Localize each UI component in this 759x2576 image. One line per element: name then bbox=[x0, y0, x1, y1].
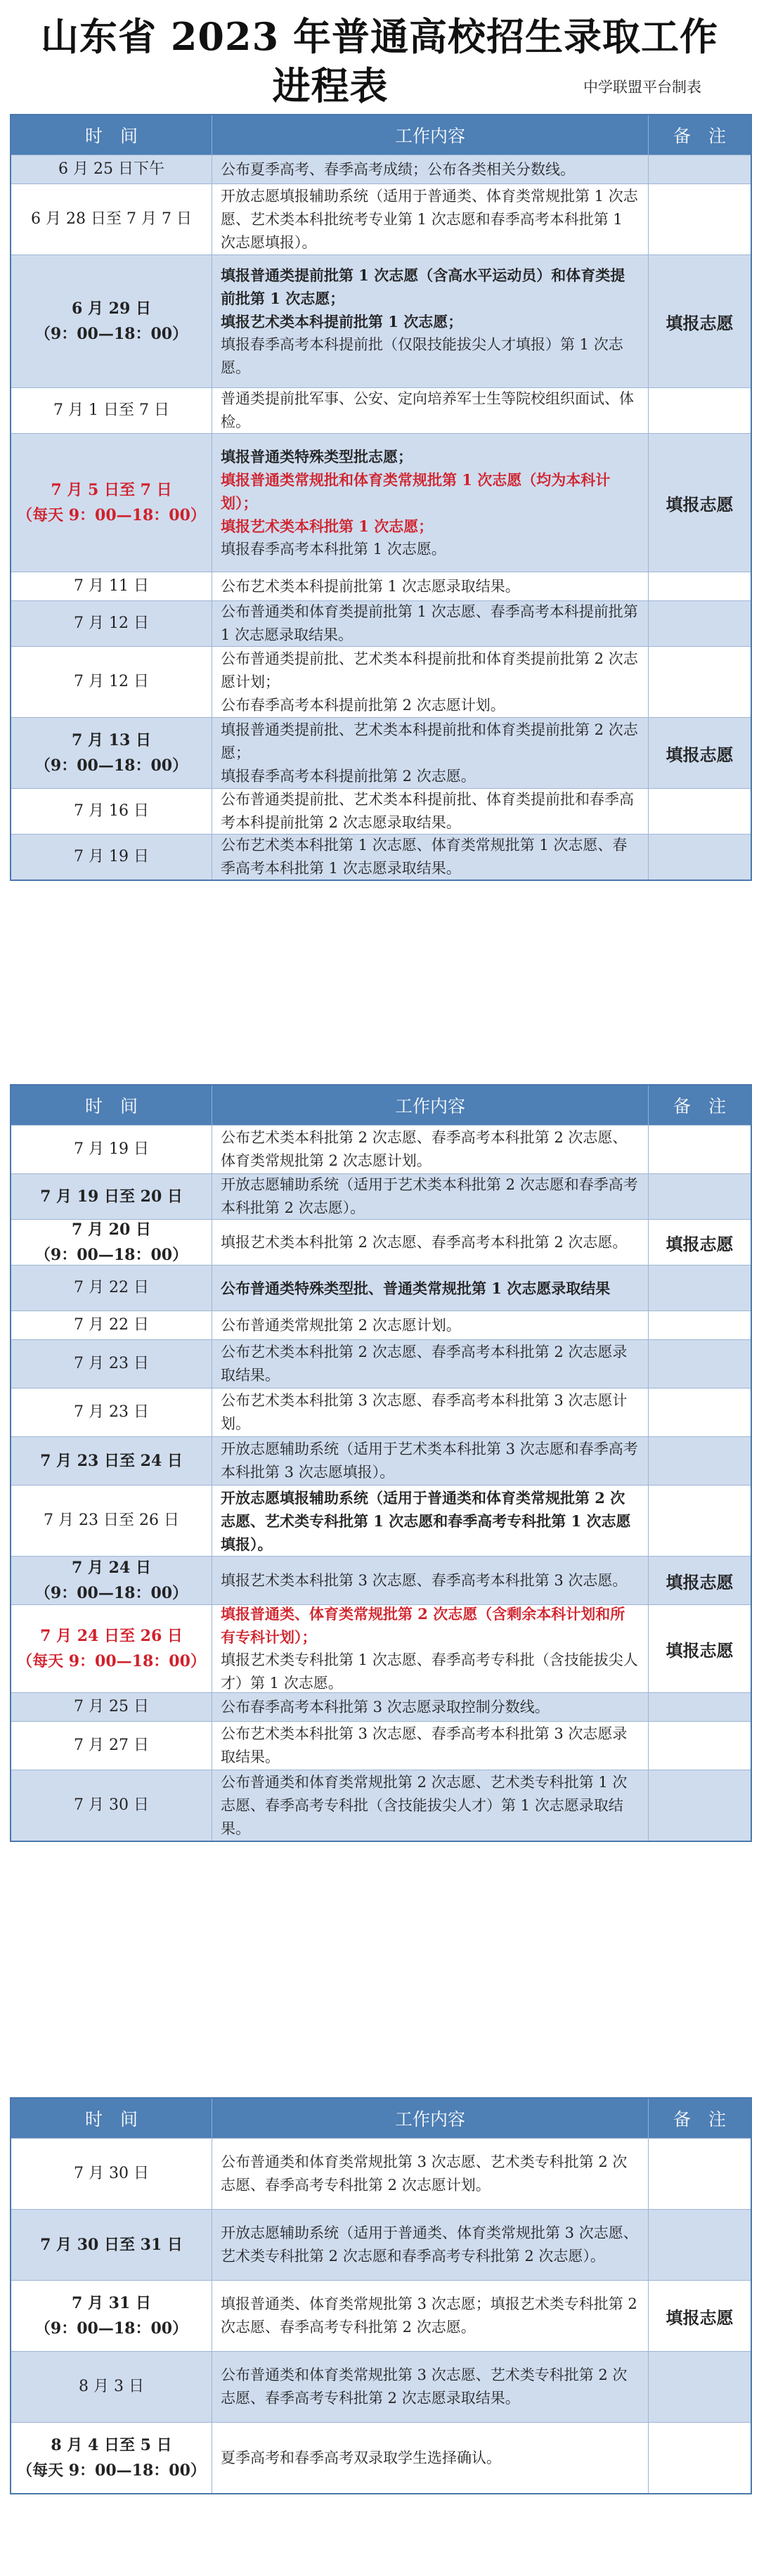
table-row bbox=[11, 183, 751, 255]
content-text: 填报艺术类本科批第 1 次志愿； bbox=[221, 517, 434, 535]
content-text: 公布普通类常规批第 2 次志愿计划。 bbox=[221, 1316, 461, 1334]
time-cell bbox=[11, 184, 212, 255]
note-cell bbox=[649, 1693, 751, 1721]
note-cell bbox=[649, 1437, 751, 1485]
time-text: （9：00—18：00） bbox=[34, 1584, 188, 1602]
time-cell bbox=[11, 1126, 212, 1173]
time-text: 7 月 19 日 bbox=[74, 848, 149, 865]
time-cell bbox=[11, 835, 212, 880]
note-cell bbox=[649, 572, 751, 600]
table-row bbox=[11, 717, 751, 788]
content-cell bbox=[212, 155, 649, 183]
content-cell bbox=[212, 1437, 649, 1485]
content-text: 开放志愿填报辅助系统（适用于普通类、体育类常规批第 1 次志愿、艺术类本科批统考专业第 1 次志愿和春季高考本科批第 1 次志愿填报）。 bbox=[221, 187, 638, 251]
table-row bbox=[11, 1604, 751, 1692]
time-cell bbox=[11, 2423, 212, 2493]
note-cell bbox=[649, 1486, 751, 1556]
table-row bbox=[11, 1339, 751, 1388]
note-cell bbox=[649, 601, 751, 646]
time-text: （每天 9：00—18：00） bbox=[17, 1652, 206, 1670]
time-text: 7 月 24 日 bbox=[72, 1559, 151, 1577]
time-cell bbox=[11, 718, 212, 788]
table-row bbox=[11, 1770, 751, 1841]
content-text: 公布普通类提前批、艺术类本科提前批、体育类提前批和春季高考本科提前批第 2 次志愿录取结果。 bbox=[221, 791, 634, 831]
page-title-line1: 山东省 2023 年普通高校招生录取工作 bbox=[41, 14, 718, 59]
table-row bbox=[11, 646, 751, 717]
time-cell bbox=[11, 1340, 212, 1388]
time-text: （每天 9：00—18：00） bbox=[17, 506, 206, 524]
time-text: 7 月 31 日 bbox=[72, 2294, 151, 2312]
note-cell bbox=[649, 1770, 751, 1841]
time-cell bbox=[11, 1220, 212, 1265]
content-text: 公布普通类和体育类常规批第 3 次志愿、艺术类专科批第 2 次志愿、春季高考专科批第 2 次志愿录取结果。 bbox=[221, 2366, 628, 2407]
table-header bbox=[11, 1086, 751, 1125]
note-cell: 填报志愿 bbox=[666, 494, 734, 515]
schedule-table-3 bbox=[10, 2097, 752, 2494]
note-cell bbox=[649, 1266, 751, 1310]
content-cell bbox=[212, 1126, 649, 1173]
content-text: 公布艺术类本科批第 2 次志愿、春季高考本科批第 2 次志愿、体育类常规批第 2 次志愿计划。 bbox=[221, 1129, 628, 1169]
note-cell bbox=[649, 1389, 751, 1436]
content-text: 填报艺术类专科批第 1 次志愿、春季高考专科批（含技能拔尖人才）第 1 次志愿。 bbox=[221, 1651, 638, 1692]
content-cell bbox=[212, 789, 649, 834]
header-note: 备 注 bbox=[673, 126, 726, 146]
content-cell bbox=[212, 1770, 649, 1841]
time-text: 7 月 16 日 bbox=[74, 802, 149, 820]
content-cell bbox=[212, 1486, 649, 1556]
table-row bbox=[11, 788, 751, 834]
content-text: 公布普通类和体育类常规批第 3 次志愿、艺术类专科批第 2 次志愿、春季高考专科批第 2 次志愿计划。 bbox=[221, 2153, 628, 2194]
content-text: 公布艺术类本科批第 3 次志愿、春季高考本科批第 3 次志愿录取结果。 bbox=[221, 1725, 628, 1765]
content-cell bbox=[212, 1266, 649, 1310]
content-text: 填报春季高考本科提前批第 2 次志愿。 bbox=[221, 767, 476, 785]
time-cell bbox=[11, 255, 212, 387]
time-cell bbox=[11, 601, 212, 646]
content-text: 夏季高考和春季高考双录取学生选择确认。 bbox=[221, 2449, 501, 2466]
content-text: 公布春季高考本科提前批第 2 次志愿计划。 bbox=[221, 696, 505, 714]
time-text: （9：00—18：00） bbox=[34, 756, 188, 775]
page-title-line2: 进程表 bbox=[272, 63, 389, 108]
content-cell bbox=[212, 2281, 649, 2351]
content-text: 公布普通类和体育类常规批第 2 次志愿、艺术类专科批第 1 次志愿、春季高考专科批（含技能拔尖人才）第 1 次志愿录取结果。 bbox=[221, 1773, 628, 1837]
content-text: 公布艺术类本科批第 1 次志愿、体育类常规批第 1 次志愿、春季高考本科批第 1 次志愿录取结果。 bbox=[221, 837, 628, 877]
content-cell bbox=[212, 1693, 649, 1721]
content-text: 填报普通类常规批和体育类常规批第 1 次志愿（均为本科计划）； bbox=[221, 470, 611, 512]
note-cell: 填报志愿 bbox=[666, 744, 734, 765]
header-content: 工作内容 bbox=[212, 1086, 649, 1125]
table-row bbox=[11, 1265, 751, 1310]
time-cell bbox=[11, 434, 212, 572]
note-cell bbox=[649, 155, 751, 183]
time-text: 7 月 24 日至 26 日 bbox=[40, 1627, 183, 1645]
table-row bbox=[11, 1485, 751, 1556]
table-row bbox=[11, 1173, 751, 1219]
content-cell bbox=[212, 2210, 649, 2280]
time-text: 7 月 11 日 bbox=[74, 577, 149, 595]
content-cell bbox=[212, 2423, 649, 2493]
note-cell: 填报志愿 bbox=[666, 1571, 734, 1592]
time-cell bbox=[11, 1770, 212, 1841]
note-cell: 填报志愿 bbox=[666, 312, 734, 333]
note-cell bbox=[649, 835, 751, 880]
content-text: 开放志愿填报辅助系统（适用于普通类和体育类常规批第 2 次志愿、艺术类专科批第 1 次志愿和春季高考专科批第 1 次志愿填报）。 bbox=[221, 1488, 631, 1553]
content-cell bbox=[212, 434, 649, 572]
schedule-table-2 bbox=[10, 1084, 752, 1842]
time-text: 7 月 5 日至 7 日 bbox=[51, 481, 172, 499]
time-cell bbox=[11, 2210, 212, 2280]
content-cell bbox=[212, 1340, 649, 1388]
time-cell bbox=[11, 1722, 212, 1770]
note-cell bbox=[649, 1174, 751, 1219]
time-text: （9：00—18：00） bbox=[34, 2319, 188, 2338]
header-note: 备 注 bbox=[673, 1096, 726, 1116]
time-cell bbox=[11, 789, 212, 834]
note-cell bbox=[649, 1722, 751, 1770]
time-cell bbox=[11, 2139, 212, 2209]
time-text: 7 月 23 日 bbox=[74, 1355, 149, 1372]
time-cell bbox=[11, 1389, 212, 1436]
content-cell bbox=[212, 1389, 649, 1436]
table-row bbox=[11, 2138, 751, 2209]
table-row bbox=[11, 1219, 751, 1265]
header-content: 工作内容 bbox=[212, 2099, 649, 2138]
content-text: 公布普通类提前批、艺术类本科提前批和体育类提前批第 2 次志愿计划； bbox=[221, 650, 638, 690]
content-text: 填报艺术类本科批第 3 次志愿、春季高考本科批第 3 次志愿。 bbox=[221, 1571, 628, 1589]
content-cell bbox=[212, 2352, 649, 2422]
content-text: 普通类提前批军事、公安、定向培养军士生等院校组织面试、体检。 bbox=[221, 390, 634, 430]
table-row bbox=[11, 2209, 751, 2280]
content-cell bbox=[212, 1722, 649, 1770]
credit-text: 中学联盟平台制表 bbox=[583, 79, 701, 96]
content-text: 填报春季高考本科提前批（仅限技能拔尖人才填报）第 1 次志愿。 bbox=[221, 335, 623, 376]
content-cell bbox=[212, 601, 649, 646]
note-cell: 填报志愿 bbox=[666, 1233, 734, 1254]
time-cell bbox=[11, 1266, 212, 1310]
content-cell bbox=[212, 255, 649, 387]
header-time: 时 间 bbox=[84, 1096, 138, 1116]
content-text: 填报艺术类本科批第 2 次志愿、春季高考本科批第 2 次志愿。 bbox=[221, 1233, 628, 1251]
note-cell bbox=[649, 388, 751, 433]
table-row bbox=[11, 1556, 751, 1604]
content-text: 公布春季高考本科批第 3 次志愿录取控制分数线。 bbox=[221, 1698, 550, 1715]
content-text: 公布艺术类本科批第 2 次志愿、春季高考本科批第 2 次志愿录取结果。 bbox=[221, 1344, 628, 1384]
time-text: 7 月 30 日至 31 日 bbox=[40, 2236, 183, 2254]
time-text: 7 月 25 日 bbox=[74, 1698, 149, 1715]
content-cell bbox=[212, 1174, 649, 1219]
note-cell bbox=[649, 789, 751, 834]
time-text: 7 月 30 日 bbox=[74, 2165, 149, 2182]
time-text: 6 月 29 日 bbox=[72, 300, 151, 318]
time-text: （每天 9：00—18：00） bbox=[17, 2461, 206, 2480]
content-text: 开放志愿辅助系统（适用于艺术类本科批第 3 次志愿和春季高考本科批第 3 次志愿填报）。 bbox=[221, 1441, 638, 1481]
content-cell bbox=[212, 647, 649, 717]
time-cell bbox=[11, 1693, 212, 1721]
time-text: （9：00—18：00） bbox=[34, 325, 188, 343]
content-text: 开放志愿辅助系统（适用于普通类、体育类常规批第 3 次志愿、艺术类专科批第 2 次志愿和春季高考专科批第 2 次志愿）。 bbox=[221, 2224, 638, 2265]
time-cell bbox=[11, 572, 212, 600]
table-row bbox=[11, 600, 751, 646]
note-cell bbox=[649, 2423, 751, 2493]
content-text: 填报春季高考本科批第 1 次志愿。 bbox=[221, 540, 446, 558]
time-text: 7 月 13 日 bbox=[72, 731, 151, 749]
note-cell bbox=[649, 2210, 751, 2280]
table-row bbox=[11, 433, 751, 572]
time-text: 7 月 1 日至 7 日 bbox=[53, 401, 169, 419]
time-cell bbox=[11, 2352, 212, 2422]
time-cell bbox=[11, 1557, 212, 1604]
time-text: 8 月 4 日至 5 日 bbox=[51, 2436, 172, 2454]
content-cell bbox=[212, 1220, 649, 1265]
table-row bbox=[11, 1692, 751, 1721]
time-cell bbox=[11, 1174, 212, 1219]
content-cell bbox=[212, 1311, 649, 1339]
note-cell bbox=[649, 184, 751, 255]
time-cell bbox=[11, 647, 212, 717]
time-cell bbox=[11, 2281, 212, 2351]
table-row bbox=[11, 2422, 751, 2493]
table-row bbox=[11, 1125, 751, 1173]
table-row bbox=[11, 834, 751, 880]
table-row bbox=[11, 155, 751, 183]
table-header bbox=[11, 2099, 751, 2138]
table-row bbox=[11, 1721, 751, 1770]
time-cell bbox=[11, 388, 212, 433]
time-text: 7 月 19 日至 20 日 bbox=[40, 1187, 183, 1206]
time-text: 6 月 25 日下午 bbox=[58, 160, 164, 178]
time-text: 7 月 22 日 bbox=[74, 1279, 149, 1296]
time-text: 7 月 20 日 bbox=[72, 1221, 151, 1239]
content-cell bbox=[212, 718, 649, 788]
table-row bbox=[11, 2280, 751, 2351]
note-cell bbox=[649, 1126, 751, 1173]
time-text: 7 月 23 日至 24 日 bbox=[40, 1452, 183, 1470]
time-text: 7 月 12 日 bbox=[74, 673, 149, 690]
content-cell bbox=[212, 388, 649, 433]
content-text: 公布艺术类本科批第 3 次志愿、春季高考本科批第 3 次志愿计划。 bbox=[221, 1392, 628, 1432]
content-text: 填报艺术类本科提前批第 1 次志愿； bbox=[221, 312, 463, 330]
note-cell bbox=[649, 2352, 751, 2422]
content-cell bbox=[212, 1557, 649, 1604]
note-cell bbox=[649, 1311, 751, 1339]
header-time: 时 间 bbox=[84, 2109, 138, 2130]
note-cell bbox=[649, 647, 751, 717]
content-cell bbox=[212, 2139, 649, 2209]
content-text: 填报普通类提前批第 1 次志愿（含高水平运动员）和体育类提前批第 1 次志愿； bbox=[221, 266, 625, 307]
table-header bbox=[11, 115, 751, 155]
note-cell: 填报志愿 bbox=[666, 1640, 734, 1661]
time-text: 7 月 30 日 bbox=[74, 1796, 149, 1814]
time-cell bbox=[11, 1437, 212, 1485]
content-cell bbox=[212, 572, 649, 600]
time-text: 7 月 22 日 bbox=[74, 1316, 149, 1334]
time-cell bbox=[11, 1605, 212, 1692]
content-text: 公布普通类和体育类提前批第 1 次志愿、春季高考本科提前批第 1 次志愿录取结果。 bbox=[221, 603, 638, 643]
note-cell bbox=[649, 1340, 751, 1388]
header-content: 工作内容 bbox=[212, 115, 649, 155]
table-row bbox=[11, 1388, 751, 1436]
time-text: 8 月 3 日 bbox=[79, 2378, 144, 2395]
table-row bbox=[11, 255, 751, 387]
note-cell bbox=[649, 2139, 751, 2209]
time-text: 6 月 28 日至 7 月 7 日 bbox=[31, 210, 192, 228]
schedule-table-1 bbox=[10, 114, 752, 881]
table-row bbox=[11, 1310, 751, 1339]
table-row bbox=[11, 387, 751, 433]
time-cell bbox=[11, 155, 212, 183]
time-cell bbox=[11, 1486, 212, 1556]
time-text: （9：00—18：00） bbox=[34, 1246, 188, 1264]
time-cell bbox=[11, 1311, 212, 1339]
content-cell bbox=[212, 835, 649, 880]
content-cell bbox=[212, 184, 649, 255]
table-row bbox=[11, 2351, 751, 2422]
header-note: 备 注 bbox=[673, 2109, 726, 2130]
content-text: 公布普通类特殊类型批、普通类常规批第 1 次志愿录取结果 bbox=[221, 1279, 611, 1297]
content-text: 开放志愿辅助系统（适用于艺术类本科批第 2 次志愿和春季高考本科批第 2 次志愿）。 bbox=[221, 1176, 638, 1216]
time-text: 7 月 23 日 bbox=[74, 1403, 149, 1421]
note-cell: 填报志愿 bbox=[666, 2307, 734, 2328]
content-cell bbox=[212, 1605, 649, 1692]
time-text: 7 月 23 日至 26 日 bbox=[44, 1512, 179, 1529]
table-row bbox=[11, 1436, 751, 1485]
header-time: 时 间 bbox=[84, 126, 138, 146]
time-text: 7 月 19 日 bbox=[74, 1140, 149, 1158]
time-text: 7 月 12 日 bbox=[74, 614, 149, 632]
content-text: 公布夏季高考、春季高考成绩；公布各类相关分数线。 bbox=[221, 160, 575, 178]
content-text: 填报普通类、体育类常规批第 3 次志愿；填报艺术类专科批第 2 次志愿、春季高考专科批第 2 次志愿。 bbox=[221, 2295, 637, 2336]
content-text: 公布艺术类本科提前批第 1 次志愿录取结果。 bbox=[221, 577, 520, 595]
time-text: 7 月 27 日 bbox=[74, 1737, 149, 1754]
content-text: 填报普通类提前批、艺术类本科提前批和体育类提前批第 2 次志愿； bbox=[221, 721, 638, 761]
content-text: 填报普通类特殊类型批志愿； bbox=[221, 447, 413, 465]
content-text: 填报普通类、体育类常规批第 2 次志愿（含剩余本科计划和所有专科计划）； bbox=[221, 1605, 625, 1646]
table-row bbox=[11, 572, 751, 600]
